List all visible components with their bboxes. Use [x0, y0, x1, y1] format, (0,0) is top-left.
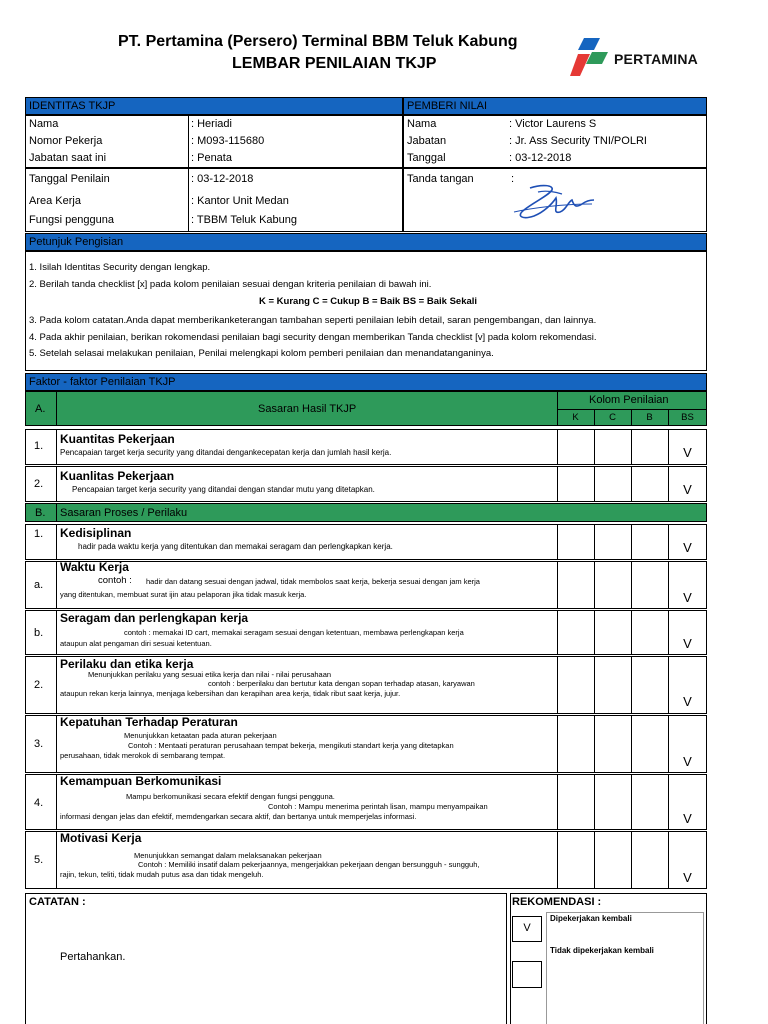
grid-line	[594, 831, 595, 889]
instruction-line-1: 1. Isilah Identitas Security dengan lengkap.	[29, 262, 211, 273]
pertamina-logo-icon	[570, 36, 610, 78]
grid-line	[631, 774, 632, 830]
score-mark-bs: V	[683, 445, 692, 460]
instruction-legend: K = Kurang C = Cukup B = Baik BS = Baik Sekali	[259, 296, 478, 307]
document-subtitle: LEMBAR PENILAIAN TKJP	[232, 55, 437, 72]
recommendation-checkbox-no-rehire[interactable]	[512, 961, 542, 988]
notes-text: Pertahankan.	[60, 951, 126, 963]
section-b-divider	[56, 503, 57, 522]
grid-line	[56, 831, 57, 889]
grid-line	[631, 715, 632, 773]
assessor-label-name: Nama	[407, 118, 437, 130]
row-number: 2.	[34, 478, 44, 490]
row-description: informasi dengan jelas dan efektif, memdengarkan secara aktif, dan bertanya untuk memperjelas informasi.	[60, 812, 417, 821]
grid-line	[594, 524, 595, 560]
row-description: rajin, tekun, teliti, tidak mudah putus asa dan tidak mengeluh.	[60, 870, 264, 879]
instruction-line-3: 3. Pada kolom catatan.Anda dapat memberikanketerangan tambahan seperti penilaian lebih detail, saran pengembangan, dan lainnya.	[29, 315, 597, 326]
row-number: 4.	[34, 797, 44, 809]
grid-line	[631, 610, 632, 655]
row-description: perusahaan, tidak merokok di sembarang tempat.	[60, 751, 226, 760]
score-col-c: C	[609, 412, 616, 423]
assessor-value-date: : 03-12-2018	[509, 152, 572, 164]
row-title: Kemampuan Berkomunikasi	[60, 774, 222, 788]
col-a-label: A.	[35, 403, 46, 415]
grid-line	[594, 715, 595, 773]
instructions-header-bar	[25, 233, 707, 251]
row-number: a.	[34, 579, 44, 591]
row-title: Kuanlitas Pekerjaan	[60, 469, 175, 483]
score-header-divider	[557, 409, 707, 410]
grid-line	[594, 774, 595, 830]
section-b-number: B.	[35, 507, 46, 519]
identity-label-position: Jabatan saat ini	[29, 152, 107, 164]
score-mark-bs: V	[683, 754, 692, 769]
row-title: Perilaku dan etika kerja	[60, 657, 194, 671]
identity-value-number: : M093-115680	[191, 135, 265, 147]
identity-value-position: : Penata	[191, 152, 232, 164]
identity-label-area: Area Kerja	[29, 195, 81, 207]
row-number: 3.	[34, 738, 44, 750]
recommendation-check-rehire: V	[523, 922, 531, 934]
identity-label-function: Fungsi pengguna	[29, 214, 115, 226]
row-number: b.	[34, 627, 44, 639]
row-description: hadir dan datang sesuai dengan jadwal, tidak membolos saat kerja, bekerja sesuai dengan jam kerja	[146, 577, 480, 586]
grid-line	[631, 561, 632, 609]
col-target-label: Sasaran Hasil TKJP	[258, 403, 357, 415]
row-number: 1.	[34, 440, 44, 452]
assessor-value-signature: :	[511, 173, 515, 185]
grid-line	[631, 429, 632, 465]
row-description: contoh : memakai ID cart, memakai seragam sesuai dengan ketentuan, membawa perlengkapan kerja	[124, 628, 464, 637]
grid-line	[56, 610, 57, 655]
assessor-label-position: Jabatan	[407, 135, 447, 147]
row-description: Pencapaian target kerja security yang ditandai dengankecepatan kerja dan jumlah hasil kerja.	[60, 448, 392, 457]
grid-line	[594, 429, 595, 465]
grid-line	[631, 831, 632, 889]
instructions-section-label: Petunjuk Pengisian	[29, 236, 124, 248]
instruction-line-4: 4. Pada akhir penilaian, berikan rokomendasi penilaian bagi security dengan memberikan Tanda checklist [v] pada kolom rekomendasi.	[29, 332, 597, 343]
recommendation-option-no-rehire: Tidak dipekerjakan kembali	[550, 946, 654, 955]
row-title: Kepatuhan Terhadap Peraturan	[60, 715, 238, 729]
grid-line	[56, 429, 57, 465]
grid-line	[557, 610, 558, 655]
score-col-bs: BS	[681, 412, 694, 423]
row-title: Waktu Kerja	[60, 560, 129, 574]
logo-wordmark: PERTAMINA	[614, 51, 698, 67]
document-title: PT. Pertamina (Persero) Terminal BBM Teluk Kabung	[118, 33, 518, 50]
grid-line	[594, 656, 595, 714]
grid-line	[557, 831, 558, 889]
row-description: Menunjukkan semangat dalam melaksanakan pekerjaan	[134, 851, 322, 860]
row-description: hadir pada waktu kerja yang ditentukan dan memakai seragam dan perlengkapkan kerja.	[78, 542, 393, 551]
col-score-label: Kolom Penilaian	[589, 394, 669, 406]
grid-line	[557, 561, 558, 609]
grid-line	[557, 524, 558, 560]
notes-label: CATATAN :	[29, 896, 86, 908]
pertamina-logo	[570, 36, 710, 78]
score-col-k: K	[572, 412, 579, 423]
assessor-value-name: : Victor Laurens S	[509, 118, 597, 130]
row-title: Seragam dan perlengkapan kerja	[60, 611, 249, 625]
grid-line	[56, 466, 57, 502]
grid-line	[594, 561, 595, 609]
recommendation-options-panel	[546, 912, 704, 1024]
grid-line	[56, 561, 57, 609]
grid-line	[557, 466, 558, 502]
row-description: Contoh : Mentaati peraturan perusahaan tempat bekerja, mengikuti standart kerja yang ditetapkan	[128, 741, 454, 750]
row-description: Mampu berkomunikasi secara efektif dengan fungsi pengguna.	[126, 792, 335, 801]
grid-line	[56, 656, 57, 714]
identity-label-date: Tanggal Penilain	[29, 173, 110, 185]
grid-line	[56, 715, 57, 773]
factors-section-label: Faktor - faktor Penilaian TKJP	[29, 376, 176, 388]
instruction-line-5: 5. Setelah selasai melakukan penilaian, Penilai melengkapi kolom pemberi penilaian dan menandatanganinya.	[29, 348, 494, 359]
row-description: ataupun rekan kerja lainnya, menjaga kebersihan dan kerapihan area kerja, tidak ribut saat kerja, jujur.	[60, 689, 401, 698]
row-title: Motivasi Kerja	[60, 831, 142, 845]
score-mark-bs: V	[683, 694, 692, 709]
row-number: 5.	[34, 854, 44, 866]
assessor-value-position: : Jr. Ass Security TNI/POLRI	[509, 135, 647, 147]
identity-label-name: Nama	[29, 118, 59, 130]
section-b-label: Sasaran Proses / Perilaku	[60, 507, 188, 519]
assessor-label-date: Tanggal	[407, 152, 446, 164]
score-mark-bs: V	[683, 870, 692, 885]
score-mark-bs: V	[683, 482, 692, 497]
grid-line	[631, 656, 632, 714]
row-description: Menunjukkan perilaku yang sesuai etika kerja dan nilai - nilai perusahaan	[88, 670, 332, 679]
grid-line	[557, 656, 558, 714]
column-divider-a	[56, 391, 57, 426]
recommendation-label: REKOMENDASI :	[512, 896, 602, 908]
row-number: 1.	[34, 528, 44, 540]
grid-line	[631, 466, 632, 502]
row-description: Contoh : Mampu menerima perintah lisan, mampu menyampaikan	[268, 802, 488, 811]
row-description: Contoh : Memiliki insatif dalam pekerjaannya, mengerjakkan pekerjaan dengan bersungguh - sungguh,	[138, 860, 480, 869]
score-mark-bs: V	[683, 811, 692, 826]
row-description: Pencapaian target kerja security yang ditandai dengan standar mutu yang ditetapkan.	[72, 485, 375, 494]
grid-line	[56, 524, 57, 560]
row-title: Kuantitas Pekerjaan	[60, 432, 175, 446]
row-description: yang ditentukan, membuat surat ijin atau pelaporan jika tidak masuk kerja.	[60, 590, 307, 599]
signature-image	[512, 182, 596, 224]
grid-line	[56, 774, 57, 830]
row-description: contoh : berperilaku dan bertutur kata dengan sopan terhadap atasan, karyawan	[208, 679, 475, 688]
grid-line	[557, 715, 558, 773]
score-mark-bs: V	[683, 590, 692, 605]
score-col-b: B	[646, 412, 653, 423]
identity-value-area: : Kantor Unit Medan	[191, 195, 289, 207]
instruction-line-2: 2. Berilah tanda checklist [x] pada kolom penilaian sesuai dengan kriteria penilaian di bawah ini.	[29, 279, 432, 290]
identity-value-name: : Heriadi	[191, 118, 232, 130]
score-mark-bs: V	[683, 540, 692, 555]
grid-line	[557, 774, 558, 830]
row-number: 2.	[34, 679, 44, 691]
identity-divider	[188, 115, 189, 232]
identity-value-date: : 03-12-2018	[191, 173, 254, 185]
grid-line	[631, 524, 632, 560]
grid-line	[557, 429, 558, 465]
assessor-label-signature: Tanda tangan	[407, 173, 474, 185]
identity-label-number: Nomor Pekerja	[29, 135, 103, 147]
row-description-prefix: contoh :	[98, 575, 132, 586]
identity-value-function: : TBBM Teluk Kabung	[191, 214, 297, 226]
row-title: Kedisiplinan	[60, 526, 132, 540]
grid-line	[594, 466, 595, 502]
row-description: ataupun alat pengaman diri sesuai ketentuan.	[60, 639, 212, 648]
score-mark-bs: V	[683, 636, 692, 651]
grid-line	[594, 610, 595, 655]
assessor-section-label: PEMBERI NILAI	[407, 100, 488, 112]
identity-section-label: IDENTITAS TKJP	[29, 100, 116, 112]
recommendation-option-rehire: Dipekerjakan kembali	[550, 914, 632, 923]
row-description: Menunjukkan ketaatan pada aturan pekerjaan	[124, 731, 277, 740]
